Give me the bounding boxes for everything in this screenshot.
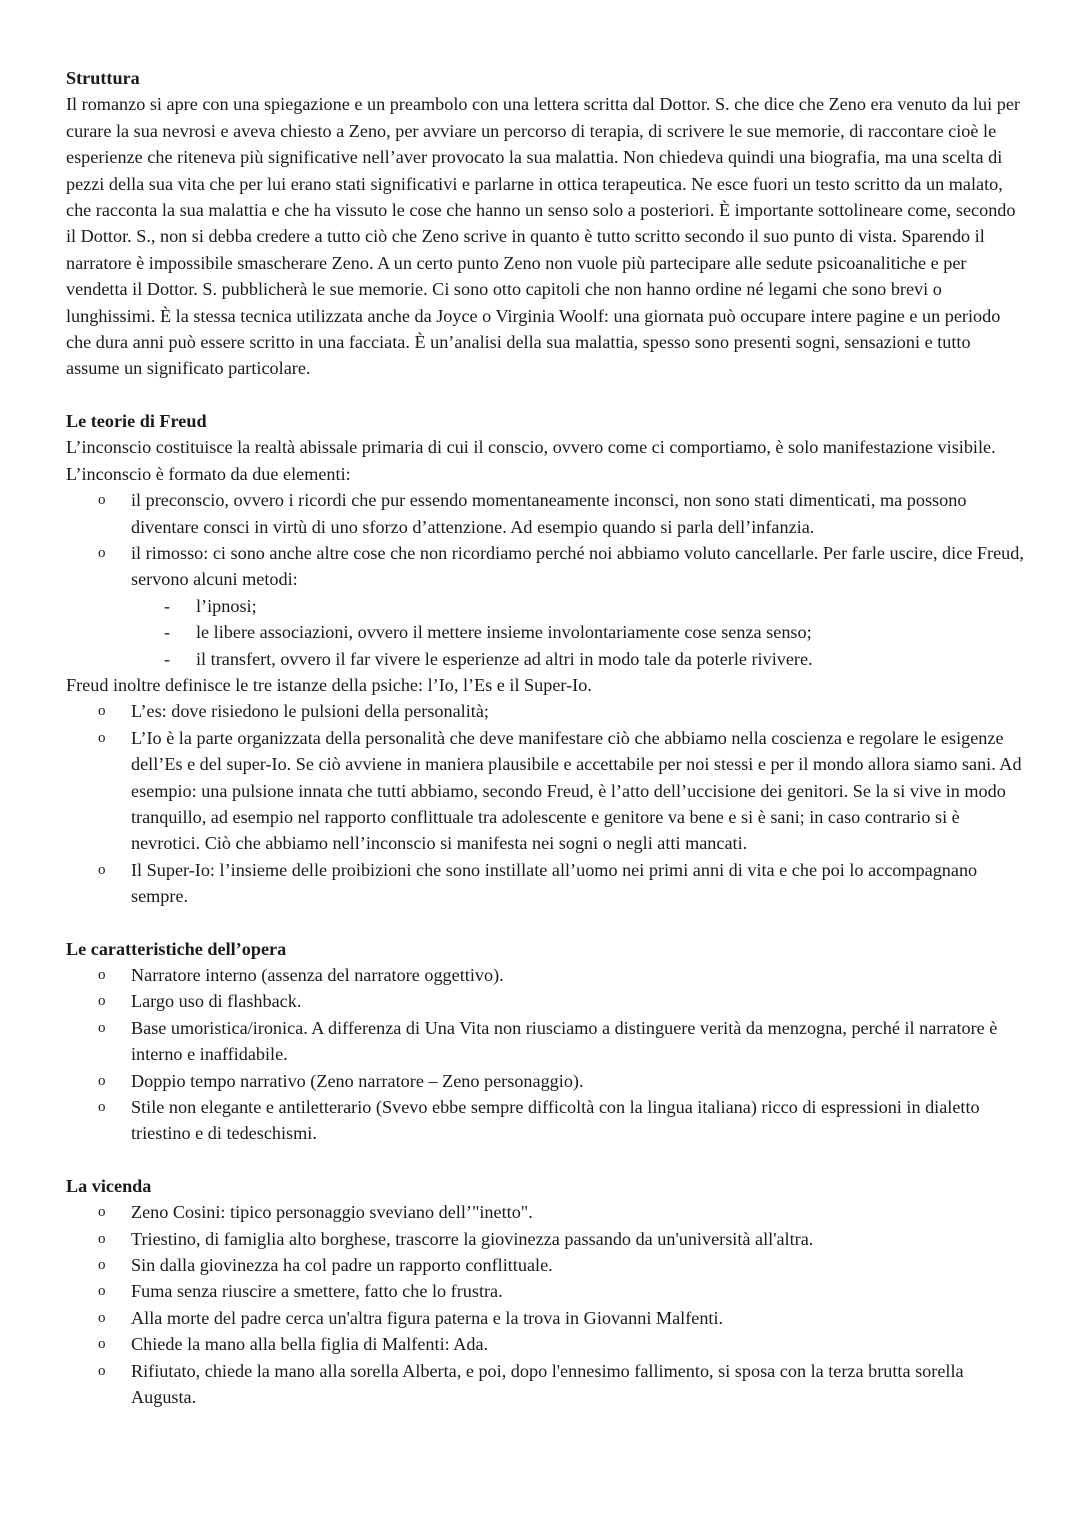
list-item: o Il Super-Io: l’insieme delle proibizioni che sono instillate all’uomo nei primi anni di vita e che poi lo accompagnano sempre. xyxy=(66,857,1026,910)
document-page xyxy=(66,65,1026,1411)
section-title-struttura: Struttura xyxy=(66,68,140,88)
section-title-freud: Le teorie di Freud xyxy=(66,410,207,431)
freud-istanze-intro: Freud inoltre definisce le tre istanze della psiche: l’Io, l’Es e il Super-Io. xyxy=(66,674,592,695)
list-item: o Rifiutato, chiede la mano alla sorella Alberta, e poi, dopo l'ennesimo fallimento, si sposa con la terza brutta sorella Augusta. xyxy=(66,1358,1026,1411)
list-item: o Alla morte del padre cerca un'altra figura paterna e la trova in Giovanni Malfenti. xyxy=(66,1305,1026,1331)
section-gap xyxy=(66,1147,1026,1173)
list-item: o Chiede la mano alla bella figlia di Malfenti: Ada. xyxy=(66,1331,1026,1357)
section-title-vicenda: La vicenda xyxy=(66,1175,152,1196)
list-item: - l’ipnosi; xyxy=(131,593,1026,619)
list-item-text: il rimosso: ci sono anche altre cose che non ricordiamo perché noi abbiamo voluto cancellarle. Per farle uscire, dice Freud, servono alcuni metodi: xyxy=(131,542,1024,590)
list-item: o Base umoristica/ironica. A differenza di Una Vita non riusciamo a distinguere verità da menzogna, perché il narratore è interno e inaffidabile. xyxy=(66,1015,1026,1068)
list-item: o Doppio tempo narrativo (Zeno narratore – Zeno personaggio). xyxy=(66,1068,1026,1094)
section-vicenda xyxy=(66,1173,1026,1411)
struttura-paragraph: Il romanzo si apre con una spiegazione e un preambolo con una lettera scritta dal Dottor. S. che dice che Zeno era venuto da lui per curare la sua nevrosi e aveva chiesto a Zeno, per avviare un percorso di terapia, di scrivere le sue memorie, di raccontare cioè le esperienze che riteneva più significative nell’aver provocato la sua malattia. Non chiedeva quindi una biografia, ma una scelta di pezzi della sua vita che per lui erano stati significativi e parlarne in ottica terapeutica. Ne esce fuori un testo scritto da un malato, che racconta la sua malattia e che ha vissuto le cose che hanno un senso solo a posteriori. È importante sottolineare come, secondo il Dottor. S., non si debba credere a tutto ciò che Zeno scrive in quanto è tutto scritto secondo il suo punto di vista. Sparendo il narratore è impossibile smascherare Zeno. A un certo punto Zeno non vuole più partecipare alle sedute psicoanalitiche e per vendetta il Dottor. S. pubblicherà le sue memorie. Ci sono otto capitoli che non hanno ordine né legami che sono brevi o lunghissimi. È la stessa tecnica utilizzata anche da Joyce o Virginia Woolf: una giornata può occupare intere pagine e un periodo che dura anni può essere scritto in una facciata. È un’analisi della sua malattia, spesso sono presenti sogni, sensazioni e tutto assume un significato particolare. xyxy=(66,94,1020,379)
section-title-caratteristiche: Le caratteristiche dell’opera xyxy=(66,938,287,959)
list-item: o Fuma senza riuscire a smettere, fatto che lo frustra. xyxy=(66,1278,1026,1304)
list-item xyxy=(66,540,1026,672)
list-item: - il transfert, ovvero il far vivere le esperienze ad altri in modo tale da poterle rivivere. xyxy=(131,646,1026,672)
freud-istanze-list xyxy=(66,698,1026,909)
freud-intro: L’inconscio costituisce la realtà abissale primaria di cui il conscio, ovvero come ci comportiamo, è solo manifestazione visibile. L’inconscio è formato da due elementi: xyxy=(66,437,996,484)
section-caratteristiche xyxy=(66,936,1026,1147)
list-item: o Triestino, di famiglia alto borghese, trascorre la giovinezza passando da un'università all'altra. xyxy=(66,1226,1026,1252)
list-item: o Sin dalla giovinezza ha col padre un rapporto conflittuale. xyxy=(66,1252,1026,1278)
freud-methods-list xyxy=(131,593,1026,672)
list-item: o il preconscio, ovvero i ricordi che pur essendo momentaneamente inconsci, non sono stati dimenticati, ma possono diventare consci in virtù di uno sforzo d’attenzione. Ad esempio quando si parla dell’infanzia. xyxy=(66,487,1026,540)
list-item: o Stile non elegante e antiletterario (Svevo ebbe sempre difficoltà con la lingua italiana) ricco di espressioni in dialetto triestino e di tedeschismi. xyxy=(66,1094,1026,1147)
section-gap xyxy=(66,910,1026,936)
list-item: o L’es: dove risiedono le pulsioni della personalità; xyxy=(66,698,1026,724)
vicenda-list xyxy=(66,1199,1026,1410)
caratteristiche-list xyxy=(66,962,1026,1147)
list-item: o Largo uso di flashback. xyxy=(66,988,1026,1014)
section-gap xyxy=(66,382,1026,408)
list-item: o Narratore interno (assenza del narratore oggettivo). xyxy=(66,962,1026,988)
list-item: o L’Io è la parte organizzata della personalità che deve manifestare ciò che abbiamo nella coscienza e regolare le esigenze dell’Es e del super-Io. Se ciò avviene in maniera plausibile e accettabile per noi stessi e per il mondo allora siamo sani. Ad esempio: una pulsione innata che tutti abbiamo, secondo Freud, è l’atto dell’uccisione dei genitori. Se la si vive in modo tranquillo, ad esempio nel rapporto conflittuale tra adolescente e genitore va bene e si è sani; in caso contrario si è nevrotici. Ciò che abbiamo nell’inconscio si manifesta nei sogni o negli atti mancati. xyxy=(66,725,1026,857)
list-item: - le libere associazioni, ovvero il mettere insieme involontariamente cose senza senso; xyxy=(131,619,1026,645)
section-freud xyxy=(66,408,1026,910)
list-item: o Zeno Cosini: tipico personaggio sveviano dell’"inetto". xyxy=(66,1199,1026,1225)
freud-elements-list xyxy=(66,487,1026,672)
section-struttura xyxy=(66,65,1026,382)
